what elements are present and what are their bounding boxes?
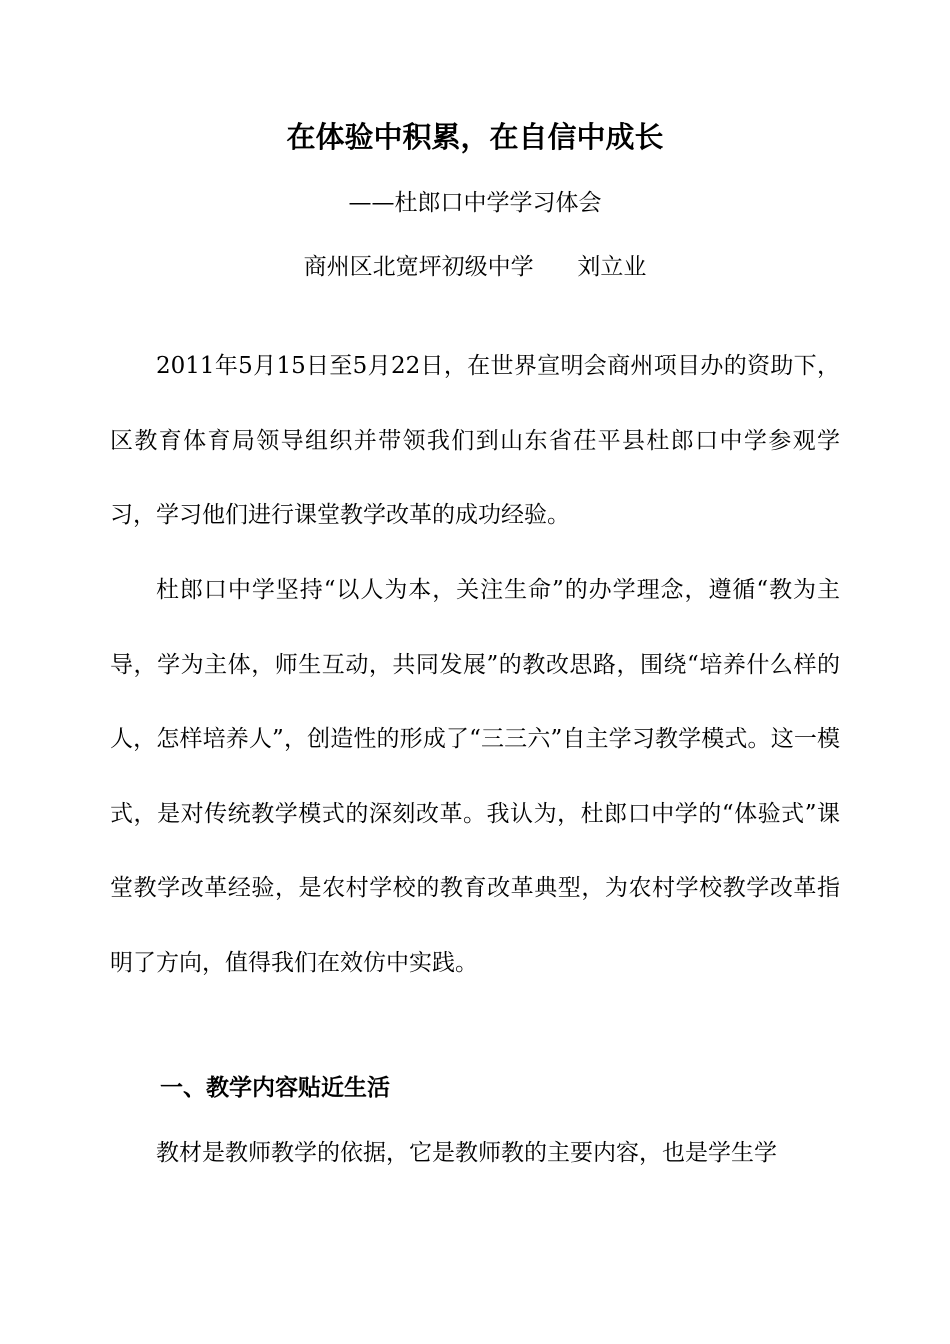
body-paragraph: 杜郎口中学坚持“以人为本，关注生命”的办学理念，遵循“教为主导，学为主体，师生互动，共同发展”的教改思路，围绕“培养什么样的人，怎样培养人”，创造性的形成了“三三六”自主学习教学模式。这一模式，是对传统教学模式的深刻改革。我认为，杜郎口中学的“体验式”课堂教学改革经验，是农村学校的教育改革典型，为农村学校教学改革指明了方向，值得我们在效仿中实践。 <box>110 577 840 976</box>
section-heading: 一、教学内容贴近生活 <box>160 1075 390 1101</box>
body-paragraph: 2011年5月15日至5月22日，在世界宣明会商州项目办的资助下，区教育体育局领导组织并带领我们到山东省茌平县杜郎口中学参观学习，学习他们进行课堂教学改革的成功经验。 <box>110 353 840 528</box>
document-title: 在体验中积累，在自信中成长 <box>286 120 664 154</box>
section-paragraph: 教材是教师教学的依据，它是教师教的主要内容，也是学生学 <box>156 1140 777 1166</box>
document-subtitle: ——杜郎口中学学习体会 <box>348 190 602 216</box>
author-line: 商州区北宽坪初级中学 刘立业 <box>303 254 647 280</box>
